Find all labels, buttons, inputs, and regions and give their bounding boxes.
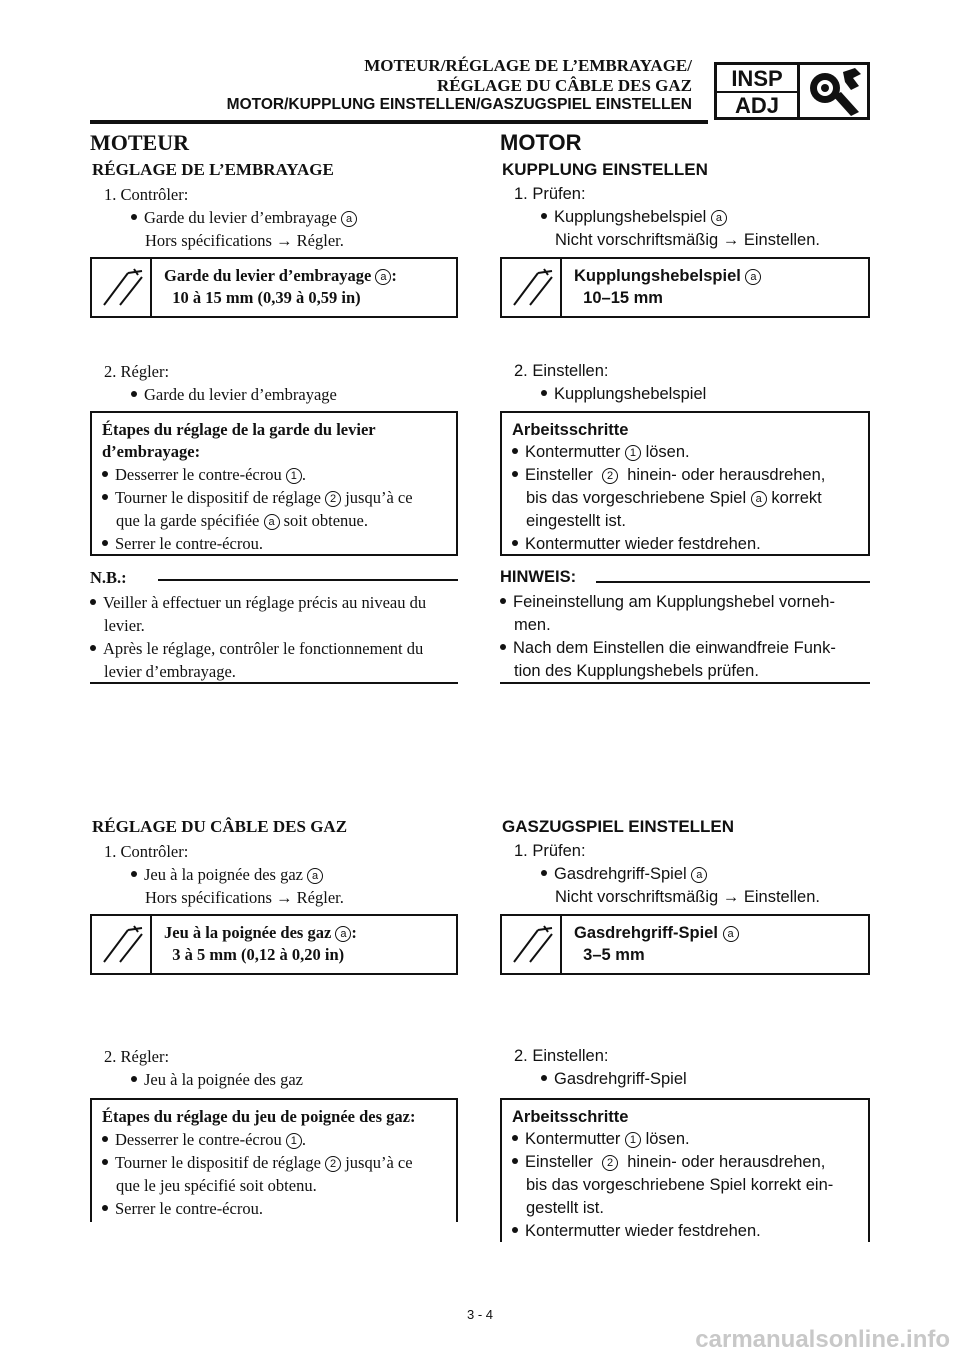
fr-throttle-spec-value: 3 à 5 mm (0,12 à 0,20 in) xyxy=(172,945,345,964)
badge-insp: INSP xyxy=(717,65,797,93)
fr-throttle-steps-box: Étapes du réglage du jeu de poignée des gaz: Desserrer le contre-écrou 1 . Tourner le dispositif de réglage 2 jusqu’à ce que le jeu spécifié soit obtenu. Serrer le contre-écrou. xyxy=(90,1098,458,1222)
de-clutch-spec-label: Kupplungshebelspiel xyxy=(574,267,741,285)
badge-adj: ADJ xyxy=(734,93,779,118)
de-clutch-out-of-spec: Nicht vorschriftsmäßig → Einstellen. xyxy=(555,231,820,249)
fr-clutch-spec-box: Garde du levier d’embrayage a : 10 à 15 mm (0,39 à 0,59 in) xyxy=(90,257,458,318)
fr-throttle-step2: 2. Régler: xyxy=(104,1047,170,1066)
fr-throttle-spec-box: Jeu à la poignée des gaz a : 3 à 5 mm (0,12 à 0,20 in) xyxy=(90,914,458,975)
de-clutch-step2: 2. Einstellen: xyxy=(514,362,609,380)
fr-clutch-spec-label: Garde du levier d’embrayage xyxy=(164,266,372,285)
de-clutch-spec-box: Kupplungshebelspiel a 10–15 mm xyxy=(500,257,870,318)
de-throttle-step2: 2. Einstellen: xyxy=(514,1047,609,1065)
fr-note-heading: N.B.: xyxy=(90,568,127,587)
fr-clutch-item1: Garde du levier d’embrayage a xyxy=(131,206,357,229)
page-number: 3 - 4 xyxy=(466,1307,493,1322)
insp-adj-badge xyxy=(714,62,870,120)
de-throttle-step1: 1. Prüfen: xyxy=(514,842,586,860)
fr-throttle-step1: 1. Contrôler: xyxy=(104,842,189,861)
wrench-magnifier-icon xyxy=(803,66,867,116)
de-throttle-item2: Gasdrehgriff-Spiel xyxy=(541,1068,687,1091)
de-note-1b: men. xyxy=(514,616,551,634)
de-clutch-steps-box: Arbeitsschritte Kontermutter 1 lösen. Einsteller 2 hinein- oder herausdrehen, bis das vorgeschriebene Spiel a korrekt eingestellt ist. Kontermutter wieder festdrehen. xyxy=(500,411,870,556)
fr-clutch-step1: 1. Contrôler: xyxy=(104,185,189,204)
de-note-2a: Nach dem Einstellen die einwandfreie Funk- xyxy=(500,637,836,660)
fr-note-2b: levier d’embrayage. xyxy=(104,662,236,681)
header-title-line2: RÉGLAGE DU CÂBLE DES GAZ xyxy=(436,76,692,95)
header-title-line3: MOTOR/KUPPLUNG EINSTELLEN/GASZUGSPIEL EINSTELLEN xyxy=(226,96,692,113)
watermark: carmanualsonline.info xyxy=(695,1326,950,1353)
fr-throttle-spec-label: Jeu à la poignée des gaz xyxy=(164,923,332,942)
marker-a: a xyxy=(341,211,357,227)
caliper-icon xyxy=(98,265,146,313)
fr-section-title: MOTEUR xyxy=(90,130,189,155)
fr-throttle-heading: RÉGLAGE DU CÂBLE DES GAZ xyxy=(92,817,348,836)
de-throttle-steps-box: Arbeitsschritte Kontermutter 1 lösen. Einsteller 2 hinein- oder herausdrehen, bis das vorgeschriebene Spiel korrekt ein- gestellt ist. Kontermutter wieder festdrehen. xyxy=(500,1098,870,1242)
header-title-line1: MOTEUR/RÉGLAGE DE L’EMBRAYAGE/ xyxy=(364,56,692,75)
fr-clutch-spec-value: 10 à 15 mm (0,39 à 0,59 in) xyxy=(172,288,361,307)
caliper-icon xyxy=(98,922,146,970)
fr-throttle-out-of-spec: Hors spécifications → Régler. xyxy=(145,888,344,907)
fr-throttle-item2: Jeu à la poignée des gaz xyxy=(131,1068,303,1091)
de-throttle-heading: GASZUGSPIEL EINSTELLEN xyxy=(502,817,735,836)
fr-clutch-item2: Garde du levier d’embrayage xyxy=(131,383,337,406)
de-section-title: MOTOR xyxy=(500,130,582,155)
de-throttle-spec-label: Gasdrehgriff-Spiel xyxy=(574,924,718,942)
de-clutch-item2: Kupplungshebelspiel xyxy=(541,383,706,406)
de-note-1a: Feineinstellung am Kupplungshebel vorneh- xyxy=(500,591,835,614)
de-throttle-spec-box: Gasdrehgriff-Spiel a 3–5 mm xyxy=(500,914,870,975)
de-note-2b: tion des Kupplungshebels prüfen. xyxy=(514,662,759,680)
fr-throttle-item1: Jeu à la poignée des gaz a xyxy=(131,863,323,886)
fr-clutch-step2: 2. Régler: xyxy=(104,362,170,381)
caliper-icon xyxy=(508,922,556,970)
de-throttle-item1: Gasdrehgriff-Spiel a xyxy=(541,863,707,886)
de-throttle-spec-value: 3–5 mm xyxy=(583,946,645,964)
de-clutch-step1: 1. Prüfen: xyxy=(514,185,586,203)
fr-clutch-out-of-spec: Hors spécifications → Régler. xyxy=(145,231,344,250)
fr-note-1b: levier. xyxy=(104,616,145,635)
header-rule xyxy=(90,120,708,124)
de-throttle-out-of-spec: Nicht vorschriftsmäßig → Einstellen. xyxy=(555,888,820,906)
fr-note-1a: Veiller à effectuer un réglage précis au niveau du xyxy=(90,591,426,614)
de-clutch-item1: Kupplungshebelspiel a xyxy=(541,206,727,229)
de-clutch-heading: KUPPLUNG EINSTELLEN xyxy=(502,160,708,179)
fr-clutch-heading: RÉGLAGE DE L’EMBRAYAGE xyxy=(92,160,334,179)
de-note-heading: HINWEIS: xyxy=(500,568,577,586)
fr-note-2a: Après le réglage, contrôler le fonctionnement du xyxy=(90,637,423,660)
caliper-icon xyxy=(508,265,556,313)
de-clutch-spec-value: 10–15 mm xyxy=(583,289,663,307)
fr-clutch-steps-box: Étapes du réglage de la garde du levier d’embrayage: Desserrer le contre-écrou 1 . Tourner le dispositif de réglage 2 jusqu’à ce que la garde spécifiée a soit obtenue. Serrer le contre-écrou. xyxy=(90,411,458,556)
